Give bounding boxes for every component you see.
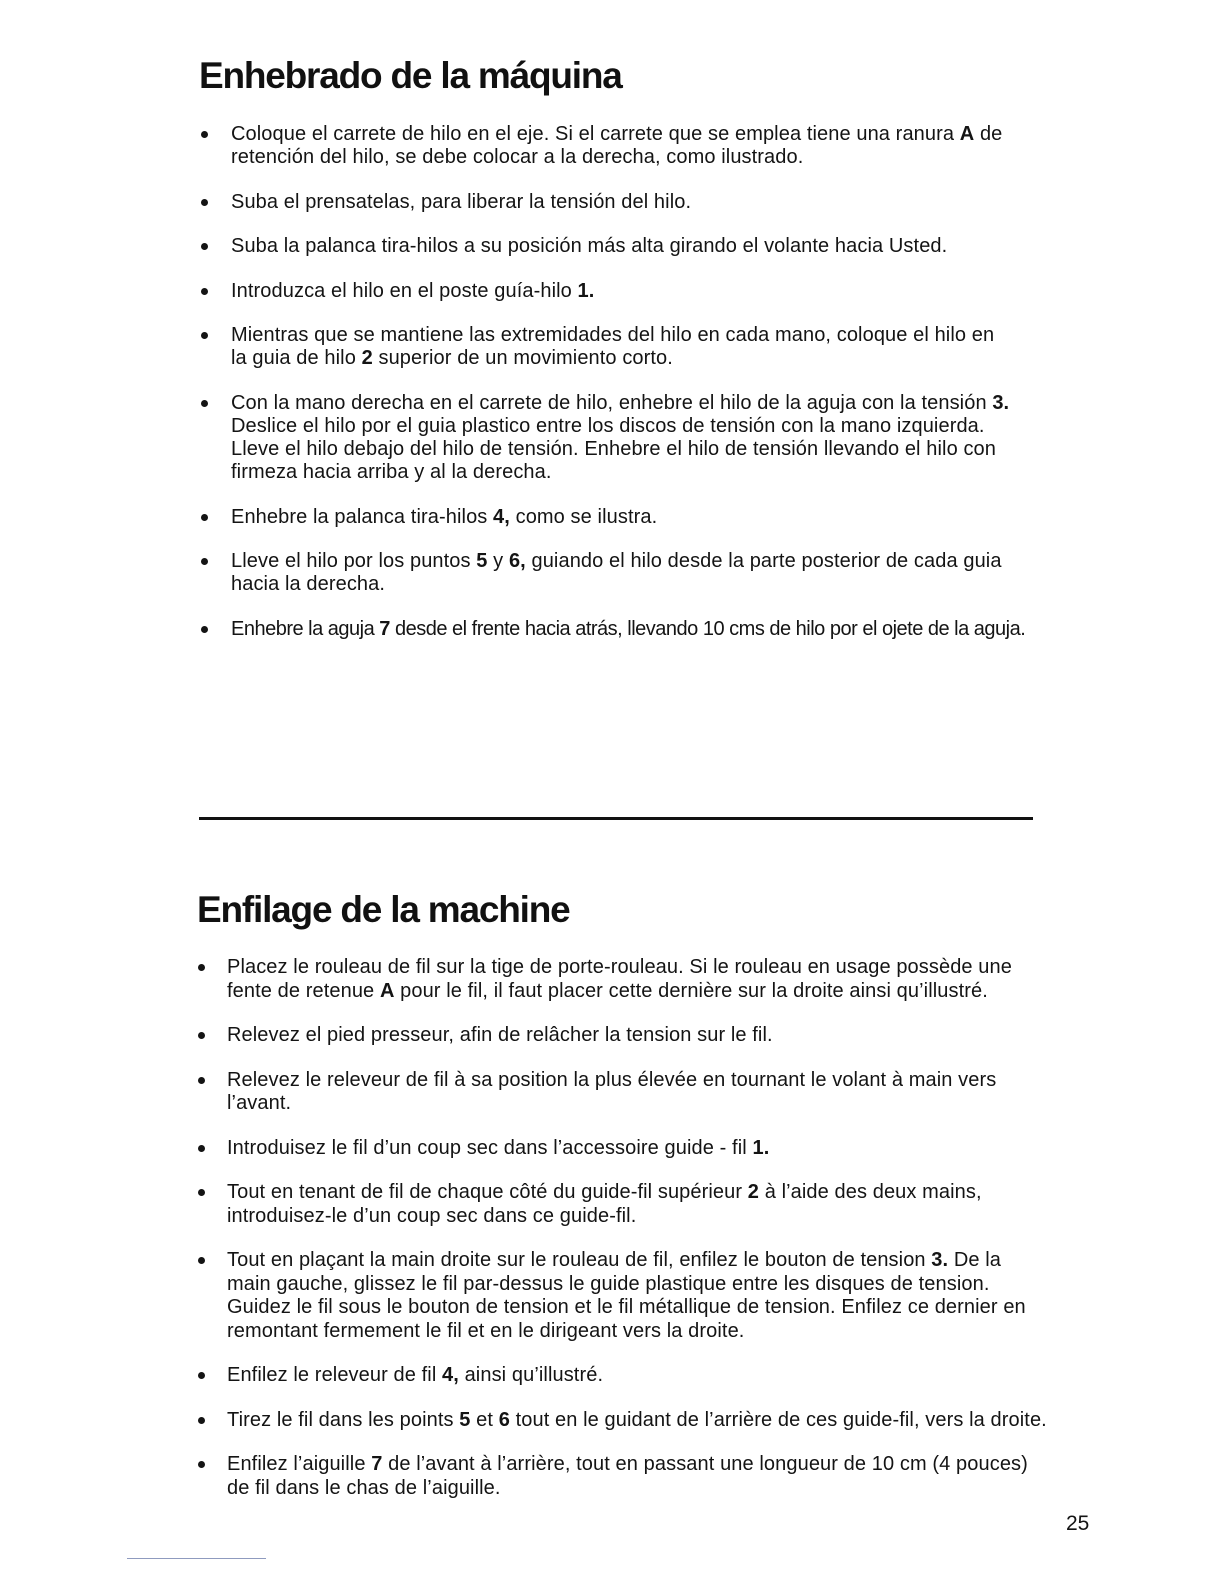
bullet-icon: [198, 1189, 205, 1196]
text-segment: pour le fil, il faut placer cette dernière sur la droite ainsi qu’illustré.: [394, 979, 988, 1002]
list-item: [196, 956, 1047, 1003]
bullet-icon: [198, 1077, 205, 1084]
text-segment: Suba el prensatelas, para liberar la tensión del hilo.: [231, 190, 692, 213]
bold-reference: 4,: [442, 1364, 459, 1386]
text-line: [227, 1069, 1047, 1093]
text-line: [227, 1137, 1047, 1161]
bullet-icon: [198, 1372, 205, 1379]
text-segment: Lleve el hilo por los puntos: [231, 550, 477, 573]
text-segment: ainsi qu’illustré.: [458, 1364, 604, 1386]
text-segment: superior de un movimiento corto.: [372, 347, 673, 370]
text-line: [227, 1477, 1047, 1501]
text-segment: firmeza hacia arriba y al la derecha.: [231, 460, 552, 483]
text-segment: Relevez le releveur de fil à sa position la plus élevée en tournant le volant à main vers: [227, 1068, 997, 1091]
text-line: [227, 1205, 1047, 1229]
text-line: [231, 392, 1025, 415]
text-segment: desde el frente hacia atrás, llevando 10 cms de hilo por el ojete de la aguja.: [389, 617, 1026, 640]
text-segment: à l’aide des deux mains,: [759, 1181, 982, 1203]
list-item: [199, 618, 1025, 641]
text-line: [231, 280, 1025, 303]
text-line: [227, 1296, 1047, 1320]
text-segment: Suba la palanca tira-hilos a su posición más alta girando el volante hacia Usted.: [231, 235, 948, 258]
section-divider: [199, 817, 1033, 820]
text-segment: De la: [948, 1249, 1002, 1271]
bold-reference: 5: [476, 550, 488, 573]
text-segment: Placez le rouleau de fil sur la tige de porte-rouleau. Si le rouleau en usage possède une: [227, 956, 1012, 978]
text-segment: et: [470, 1408, 499, 1431]
bullet-icon: [201, 626, 208, 633]
text-segment: introduisez-le d’un coup sec dans ce guide-fil.: [227, 1204, 637, 1227]
bullet-icon: [198, 964, 205, 971]
list-item: [196, 1069, 1047, 1116]
text-segment: Tout en tenant de fil de chaque côté du guide-fil supérieur: [227, 1181, 748, 1203]
text-line: [227, 956, 1047, 980]
bold-reference: A: [959, 123, 975, 145]
text-line: [231, 573, 1025, 596]
text-line: [227, 980, 1047, 1004]
text-line: [231, 618, 1025, 641]
list-item: [199, 235, 1025, 258]
bold-reference: 6,: [508, 550, 526, 573]
text-segment: Mientras que se mantiene las extremidades del hilo en cada mano, coloque el hilo en: [231, 324, 995, 347]
text-segment: fente de retenue: [227, 979, 380, 1002]
text-segment: guiando el hilo desde la parte posterior de cada guia: [525, 550, 1002, 573]
text-line: [231, 347, 1025, 370]
text-line: [227, 1092, 1047, 1116]
bold-reference: 2: [747, 1181, 760, 1203]
list-item: [199, 392, 1025, 484]
text-line: [231, 123, 1025, 146]
bullet-icon: [198, 1032, 205, 1039]
instruction-list-french: [196, 956, 1047, 1521]
text-line: [227, 1320, 1047, 1344]
list-item: [199, 280, 1025, 303]
text-segment: tout en le guidant de l’arrière de ces guide-fil, vers la droite.: [509, 1408, 1047, 1431]
list-item: [199, 506, 1025, 529]
bullet-icon: [201, 288, 208, 295]
list-item: [199, 123, 1025, 169]
text-segment: Tout en plaçant la main droite sur le rouleau de fil, enfilez le bouton de tension: [227, 1249, 932, 1271]
list-item: [199, 550, 1025, 596]
text-segment: hacia la derecha.: [231, 573, 386, 596]
text-line: [227, 1181, 1047, 1205]
list-item: [196, 1249, 1047, 1343]
text-segment: como se ilustra.: [509, 505, 658, 528]
text-line: [231, 324, 1025, 347]
list-item: [199, 324, 1025, 370]
bold-reference: 4,: [493, 505, 510, 528]
bold-reference: 7: [379, 617, 390, 640]
page-number: 25: [1066, 1512, 1090, 1535]
bullet-icon: [201, 332, 208, 339]
bullet-icon: [198, 1257, 205, 1264]
text-segment: Deslice el hilo por el guia plastico entre los discos de tensión con la mano izquierda.: [231, 414, 985, 437]
section-title-spanish: Enhebrado de la máquina: [199, 55, 622, 96]
bullet-icon: [198, 1417, 205, 1424]
text-segment: Enhebre la palanca tira-hilos: [231, 505, 494, 528]
text-segment: main gauche, glissez le fil par-dessus le guide plastique entre les disques de tension.: [227, 1272, 990, 1295]
text-segment: y: [487, 550, 509, 573]
bullet-icon: [201, 131, 208, 138]
text-line: [227, 1453, 1047, 1477]
text-segment: Con la mano derecha en el carrete de hilo, enhebre el hilo de la aguja con la tensión: [231, 391, 993, 414]
bullet-icon: [201, 400, 208, 407]
bullet-icon: [201, 514, 208, 521]
list-item: [196, 1453, 1047, 1500]
bullet-icon: [198, 1461, 205, 1468]
bullet-icon: [201, 199, 208, 206]
text-line: [227, 1364, 1047, 1388]
text-segment: la guia de hilo: [231, 347, 362, 370]
bold-reference: 7: [371, 1453, 383, 1475]
bold-reference: A: [379, 979, 395, 1002]
text-line: [227, 1273, 1047, 1297]
bullet-icon: [201, 558, 208, 565]
bold-reference: 3.: [992, 391, 1010, 414]
list-item: [196, 1364, 1047, 1388]
text-line: [231, 438, 1025, 461]
text-line: [231, 506, 1025, 529]
text-segment: de fil dans le chas de l’aiguille.: [227, 1476, 501, 1499]
text-line: [227, 1249, 1047, 1273]
footer-rule: [127, 1558, 266, 1559]
list-item: [199, 191, 1025, 214]
bold-reference: 1.: [752, 1136, 770, 1159]
text-line: [231, 415, 1025, 438]
bold-reference: 6: [498, 1408, 510, 1431]
list-item: [196, 1409, 1047, 1433]
text-segment: Relevez el pied presseur, afin de relâcher la tension sur le fil.: [227, 1024, 773, 1046]
list-item: [196, 1137, 1047, 1161]
bullet-icon: [201, 243, 208, 250]
text-line: [227, 1024, 1047, 1048]
text-segment: Lleve el hilo debajo del hilo de tensión. Enhebre el hilo de tensión llevando el hilo con: [231, 437, 996, 460]
text-segment: Guidez le fil sous le bouton de tension et le fil métallique de tension. Enfilez ce dernier en: [227, 1296, 1026, 1318]
text-segment: de: [974, 123, 1003, 145]
text-line: [231, 550, 1025, 573]
text-segment: l’avant.: [227, 1092, 292, 1114]
text-segment: Tirez le fil dans les points: [227, 1408, 460, 1431]
list-item: [196, 1024, 1047, 1048]
text-line: [231, 461, 1025, 484]
text-segment: Coloque el carrete de hilo en el eje. Si el carrete que se emplea tiene una ranura: [231, 123, 960, 145]
text-segment: remontant fermement le fil et en le dirigeant vers la droite.: [227, 1319, 745, 1342]
section-title-french: Enfilage de la machine: [197, 889, 570, 930]
list-item: [196, 1181, 1047, 1228]
text-segment: de l’avant à l’arrière, tout en passant une longueur de 10 cm (4 pouces): [382, 1453, 1028, 1475]
bold-reference: 1.: [577, 279, 595, 302]
text-line: [231, 191, 1025, 214]
text-line: [231, 146, 1025, 169]
bullet-icon: [198, 1145, 205, 1152]
bold-reference: 3.: [931, 1249, 949, 1271]
text-segment: Enhebre la aguja: [231, 617, 380, 640]
text-segment: retención del hilo, se debe colocar a la derecha, como ilustrado.: [231, 146, 804, 168]
text-segment: Introduisez le fil d’un coup sec dans l’accessoire guide - fil: [227, 1136, 753, 1159]
bold-reference: 2: [361, 347, 373, 370]
text-line: [227, 1409, 1047, 1433]
text-segment: Introduzca el hilo en el poste guía-hilo: [231, 279, 578, 302]
instruction-list-spanish: [199, 123, 1025, 662]
text-segment: Enfilez l’aiguille: [227, 1453, 372, 1475]
text-segment: Enfilez le releveur de fil: [227, 1364, 443, 1386]
text-line: [231, 235, 1025, 258]
bold-reference: 5: [459, 1408, 471, 1431]
